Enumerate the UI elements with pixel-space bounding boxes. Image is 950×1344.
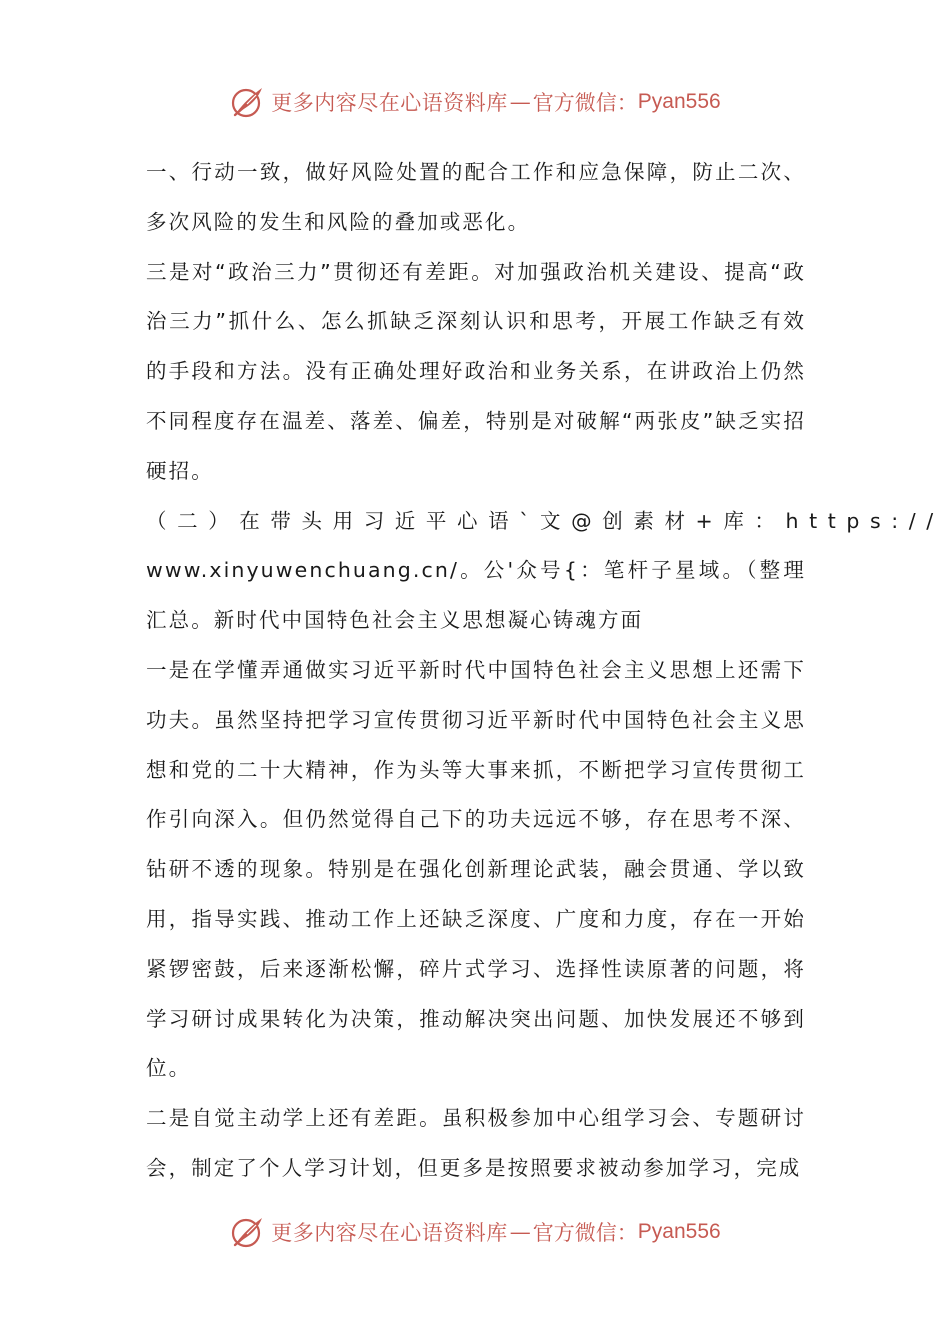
paragraph: 一是在学懂弄通做实习近平新时代中国特色社会主义思想上还需下功夫。虽然坚持把学习宣传贯彻习近平新时代中国特色社会主义思想和党的二十大精神，作为头等大事来抓，不断把学习宣传贯彻工作引向深入。但仍然觉得自己下的功夫远远不够，存在思考不深、钻研不透的现象。特别是在强化创新理论武装，融会贯通、学以致用，指导实践、推动工作上还缺乏深度、广度和力度，存在一开始紧锣密鼓，后来逐渐松懈，碎片式学习、选择性读原著的问题，将学习研讨成果转化为决策，推动解决突出问题、加快发展还不够到位。 <box>146 657 806 1081</box>
paragraph: 二是自觉主动学上还有差距。虽积极参加中心组学习会、专题研讨会，制定了个人学习计划，但更多是按照要求被动参加学习，完成 <box>146 1106 806 1180</box>
banner-wechat-label: 官方微信： <box>532 91 638 115</box>
banner-wechat-id: Pyan556 <box>637 1220 721 1243</box>
paragraph-section-heading-line: （二）在带头用习近平心语`文@创素材+库：https:// <box>146 508 944 533</box>
footer-banner <box>0 1210 950 1254</box>
paragraph: 三是对“政治三力”贯彻还有差距。对加强政治机关建设、提高“政治三力”抓什么、怎么抓缺乏深刻认识和思考，开展工作缺乏有效的手段和方法。没有正确处理好政治和业务关系，在讲政治上仍然不同程度存在温差、落差、偏差，特别是对破解“两张皮”缺乏实招硬招。 <box>146 259 806 483</box>
banner-separator: — <box>509 1220 531 1244</box>
feather-pen-logo-icon <box>229 1214 265 1250</box>
banner-title: 更多内容尽在心语资料库 <box>271 1221 508 1245</box>
paragraph: 一、行动一致，做好风险处置的配合工作和应急保障，防止二次、多次风险的发生和风险的叠加或恶化。 <box>146 160 806 234</box>
header-banner <box>0 80 950 124</box>
banner-wechat-label: 官方微信： <box>532 1221 638 1245</box>
banner-wechat-id: Pyan556 <box>637 90 721 113</box>
banner-separator: — <box>509 90 531 114</box>
banner-title: 更多内容尽在心语资料库 <box>271 91 508 115</box>
paragraph-section-heading-continuation: www.xinyuwenchuang.cn/。公'众号{：笔杆子星域。（整理汇总。新时代中国特色社会主义思想凝心铸魂方面 <box>146 558 806 633</box>
feather-pen-logo-icon <box>229 84 265 120</box>
document-body <box>146 148 944 1194</box>
